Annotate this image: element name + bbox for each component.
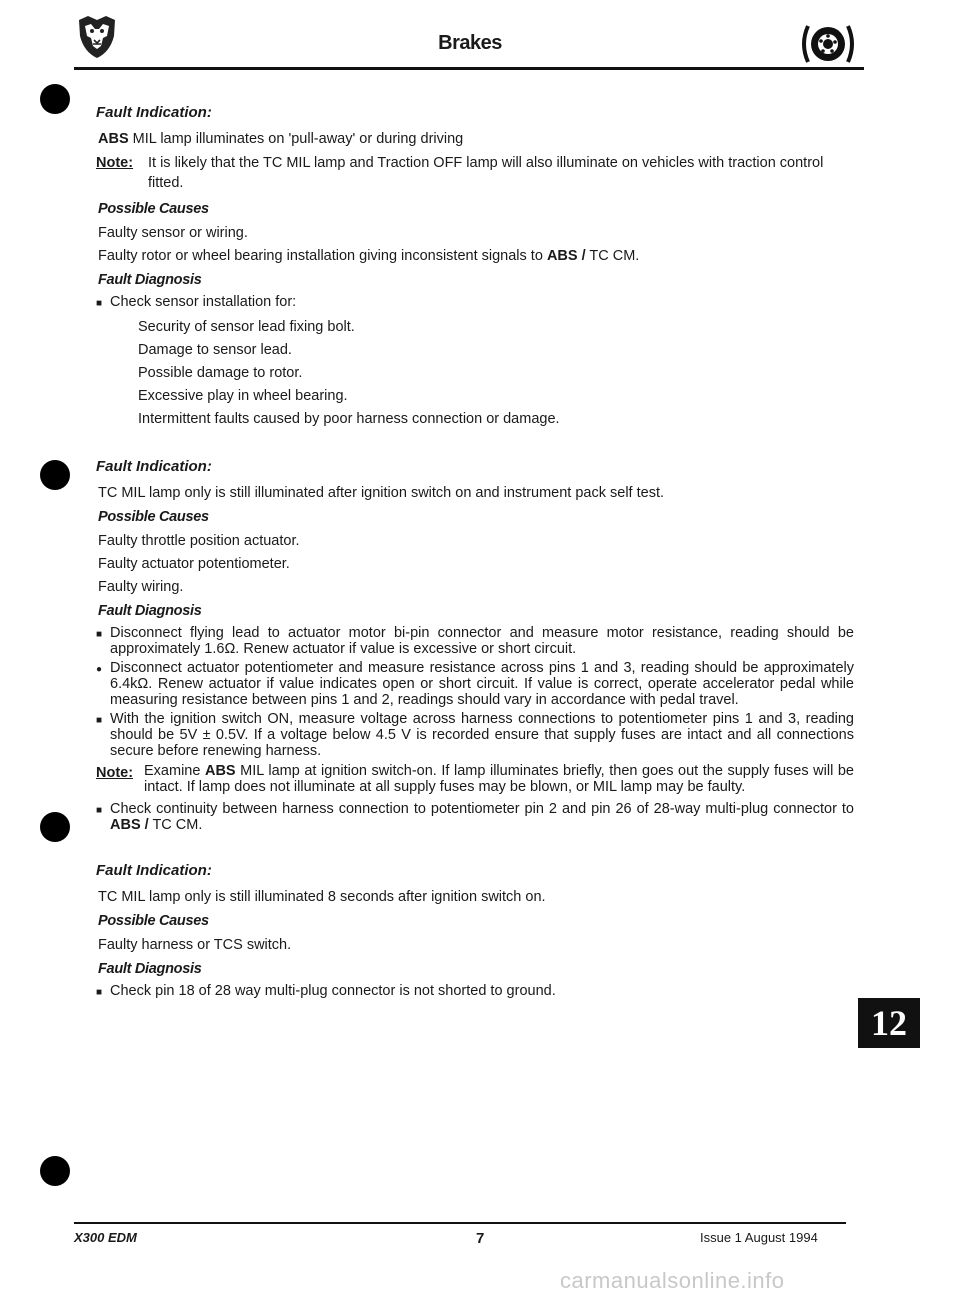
fault-indication-text: TC MIL lamp only is still illuminated after ignition switch on and instrument pack self test. [98,485,665,501]
binder-hole [40,1156,70,1186]
check-item: Excessive play in wheel bearing. [138,388,348,404]
diagnosis-bullet: ■ Check sensor installation for: [96,294,854,314]
fault-indication-text: TC MIL lamp only is still illuminated 8 seconds after ignition switch on. [98,889,546,905]
fault-diagnosis-heading: Fault Diagnosis [98,272,202,288]
cause-item: Faulty wiring. [98,579,184,595]
check-item: Security of sensor lead fixing bolt. [138,319,355,335]
diagnosis-bullet: ■ With the ignition switch ON, measure voltage across harness connections to potentiometer pins 1 and 3, reading should be 5V ± 0.5V. If a voltage below 4.5 V is recorded ensure that supply fuses are intact and all connections secure before renewing harness. [96,711,854,759]
check-item: Intermittent faults caused by poor harness connection or damage. [138,411,560,427]
cause-item: Faulty rotor or wheel bearing installation giving inconsistent signals to ABS / TC CM. [98,248,640,264]
footer-rule [74,1222,846,1224]
check-item: Possible damage to rotor. [138,365,303,381]
footer-manual-code: X300 EDM [74,1230,137,1245]
cause-item: Faulty harness or TCS switch. [98,937,292,953]
brake-disc-icon [800,22,856,66]
diagnosis-bullet: ■ Disconnect flying lead to actuator motor bi-pin connector and measure motor resistance, reading should be approximately 1.6Ω. Renew actuator if value is excessive or short circuit. [96,625,854,657]
fault-indication-text: ABS MIL lamp illuminates on 'pull-away' or during driving [98,131,464,147]
binder-hole [40,460,70,490]
note-text: It is likely that the TC MIL lamp and Traction OFF lamp will also illuminate on vehicles with traction control fitted. [148,155,824,191]
possible-causes-heading: Possible Causes [98,509,209,525]
document-body [96,103,854,1031]
watermark: carmanualsonline.info [560,1268,785,1293]
check-item: Damage to sensor lead. [138,342,292,358]
page-title: Brakes [438,32,502,54]
diagnosis-bullet: ■ Check continuity between harness connection to potentiometer pin 2 and pin 26 of 28-way multi-plug connector to ABS / TC CM. [96,801,854,833]
round-bullet-icon: ● [96,664,103,675]
binder-hole [40,84,70,114]
fault-section [96,457,854,833]
cause-item: Faulty sensor or wiring. [98,225,248,241]
chapter-tab: 12 [858,998,920,1048]
diagnosis-bullet: ■ Check pin 18 of 28 way multi-plug connector is not shorted to ground. [96,983,854,1003]
section-title: Fault Indication: [96,458,212,475]
cause-item: Faulty throttle position actuator. [98,533,300,549]
note [96,153,854,193]
possible-causes-heading: Possible Causes [98,201,209,217]
square-bullet-icon: ■ [96,805,103,816]
diagnosis-bullet: ● Disconnect actuator potentiometer and measure resistance across pins 1 and 3, reading should be approximately 6.4kΩ. Renew actuator if value indicates open or short circuit. If value is correct, operate accelerator pedal while measuring resistance between pins 1 and 2, readings should vary in accordance with pedal travel. [96,660,854,708]
section-title: Fault Indication: [96,104,212,121]
header-rule [74,67,864,70]
page-number: 7 [476,1230,485,1247]
note [96,763,854,795]
square-bullet-icon: ■ [96,298,103,309]
binder-hole [40,812,70,842]
square-bullet-icon: ■ [96,715,103,726]
fault-section [96,861,854,1003]
cause-item: Faulty actuator potentiometer. [98,556,290,572]
footer-issue-date: Issue 1 August 1994 [700,1230,818,1245]
possible-causes-heading: Possible Causes [98,913,209,929]
fault-diagnosis-heading: Fault Diagnosis [98,603,202,619]
fault-diagnosis-heading: Fault Diagnosis [98,961,202,977]
note-label: Note: [96,765,134,781]
note-label: Note: [96,155,134,171]
square-bullet-icon: ■ [96,629,103,640]
square-bullet-icon: ■ [96,987,103,998]
note-text: Examine ABS MIL lamp at ignition switch-on. If lamp illuminates briefly, then goes out the supply fuses will be intact. If lamp does not illuminate at all supply fuses may be blown, or MIL lamp may be faulty. [144,763,854,795]
section-title: Fault Indication: [96,862,212,879]
fault-section [96,103,854,429]
